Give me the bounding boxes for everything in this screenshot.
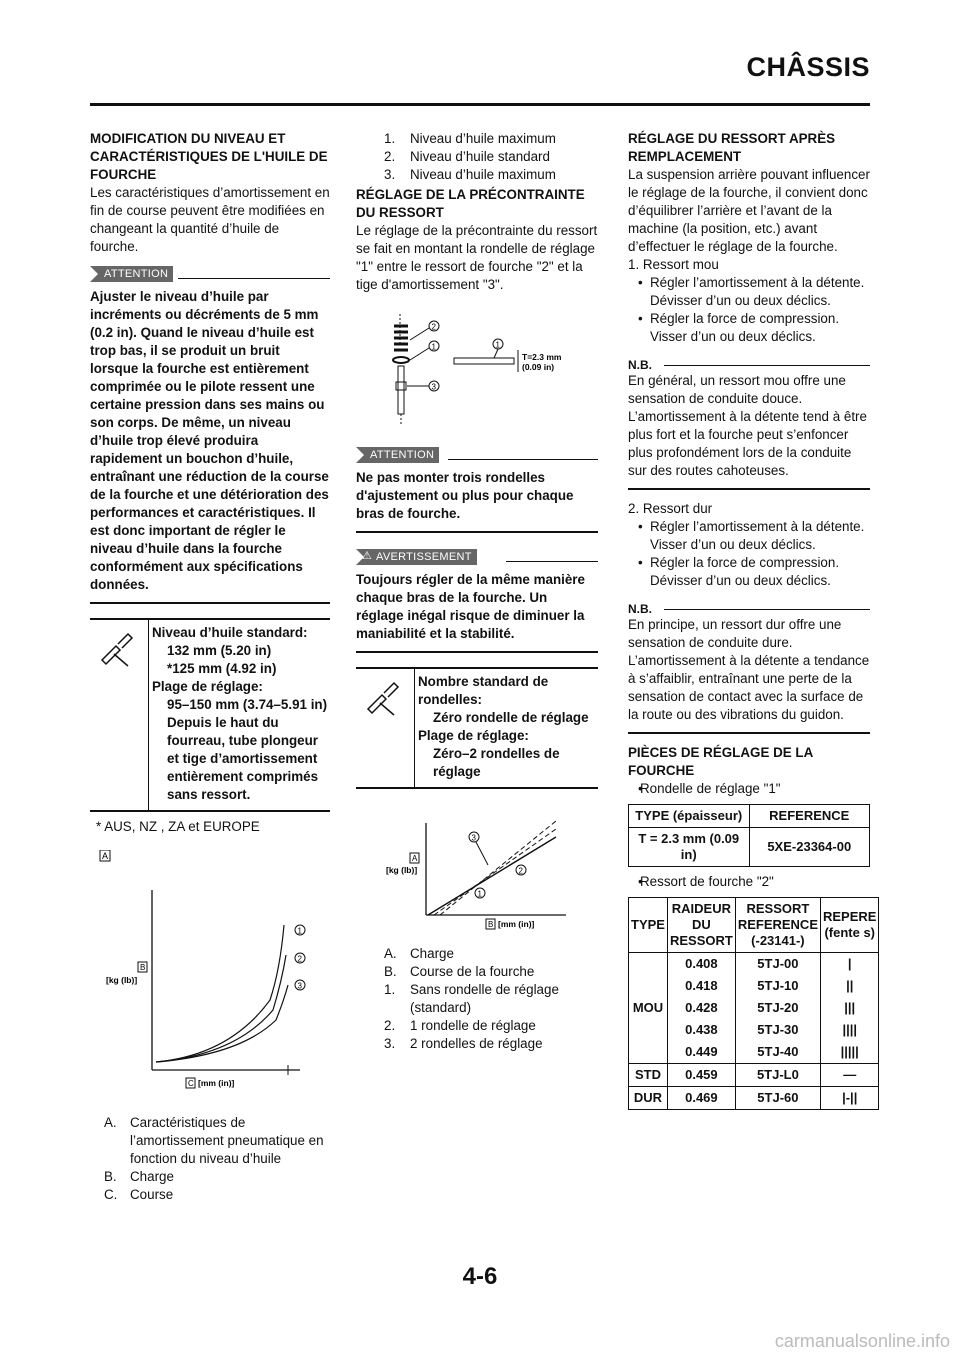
spec-box-washers <box>356 667 598 789</box>
watermark: carmanualsonline.info <box>774 1331 950 1351</box>
fig-callout-3: 3 <box>297 981 302 991</box>
table-cell: 0.438 <box>667 1019 735 1041</box>
table-cell: 5TJ-30 <box>735 1019 820 1041</box>
attention-label: ATTENTION <box>356 447 439 463</box>
hard-bullet: • Régler l’amortissement à la détente. <box>628 518 870 536</box>
fig-thickness-in: (0.09 in) <box>522 362 555 372</box>
warning-icon: ⚠ <box>362 550 373 562</box>
level-list <box>356 130 598 184</box>
attention-end-rule <box>90 602 330 604</box>
washer-figure <box>356 304 596 429</box>
table-cell: |-|| <box>820 1087 878 1110</box>
page-number: 4-6 <box>462 1263 498 1290</box>
legend-item: C. Course <box>104 1187 174 1202</box>
legend-item: 1. Sans rondelle de réglage (standard) <box>384 982 559 1015</box>
attention-line <box>178 278 330 279</box>
warning-label-text: AVERTISSEMENT <box>376 551 472 563</box>
attention-header <box>90 264 330 282</box>
note-label: N.B. <box>628 602 652 616</box>
note-label: N.B. <box>628 358 652 372</box>
table-row <box>629 1087 879 1110</box>
spec-text-washers <box>415 669 598 787</box>
list-item: 3. Niveau d’huile maximum <box>384 167 556 182</box>
fig-callout-1: 1 <box>297 926 302 936</box>
note-text: En principe, un ressort dur offre une sensation de conduite dure. L’amortissement à la détente a tendance à s’affaiblir, entraînant une perte de la sensation de contact avec la surface de la route ou des vibrations du guidon. <box>628 617 870 722</box>
legend-item: B. Course de la fourche <box>384 964 535 979</box>
table-cell: 0.408 <box>667 953 735 976</box>
spec-line: 132 mm (5.20 in) <box>167 643 272 658</box>
spec-line: Depuis le haut du fourreau, tube plongeur et tige d’amortissement entièrement comprimés sans ressort. <box>167 715 319 802</box>
attention-text: Ne pas monter trois rondelles d'ajustement ou plus pour chaque bras de fourche. <box>356 470 574 521</box>
note-end-rule <box>628 488 870 490</box>
table-header: TYPE <box>629 898 668 953</box>
legend-item: A. Caractéristiques de l’amortissement pneumatique en fonction du niveau d’huile <box>104 1115 324 1166</box>
note-text: En général, un ressort mou offre une sensation de conduite douce. L’amortissement à la détente tend à être plus fort et la fourche peut s’enfoncer plus profondément lors de la conduite sur des routes cahoteuses. <box>628 373 867 478</box>
soft-bullet: • Régler l’amortissement à la détente. <box>628 274 870 292</box>
hard-title: 2. Ressort dur <box>628 501 713 516</box>
page-header <box>90 0 870 110</box>
table-row <box>629 805 870 828</box>
spring-table <box>628 897 879 1110</box>
table-cell: DUR <box>629 1087 668 1110</box>
fig-axis-y: [kg (lb)] <box>106 975 138 985</box>
table-cell: | <box>820 953 878 976</box>
table-header: REFERENCE <box>749 805 870 828</box>
table-row <box>629 953 879 976</box>
washer-bullet: • Rondelle de réglage "1" <box>628 780 870 798</box>
table-row <box>629 1064 879 1087</box>
warning-header <box>356 547 598 565</box>
spec-line: Nombre standard de rondelles: <box>418 674 549 707</box>
fig-callout-3: 3 <box>431 382 436 392</box>
table-cell: 5TJ-10 <box>735 975 820 997</box>
table-cell: 0.428 <box>667 997 735 1019</box>
table-cell: 0.469 <box>667 1087 735 1110</box>
legend-preload <box>356 945 598 1053</box>
fig-callout-3: 3 <box>471 833 476 843</box>
attention-header <box>356 445 598 463</box>
warning-text: Toujours régler de la même manière chaque bras de la fourche. Un réglage inégal risque de diminuer la maniabilité et la stabilité. <box>356 572 585 641</box>
fig-callout-1b: 1 <box>495 340 500 350</box>
note-header <box>628 356 870 372</box>
warning-end-rule <box>356 651 598 653</box>
washer-table <box>628 804 870 867</box>
table-cell: 5XE-23364-00 <box>749 828 870 867</box>
table-cell: ||| <box>820 997 878 1019</box>
table-cell: STD <box>629 1064 668 1087</box>
fig-label-a: A <box>102 851 109 861</box>
table-header: RESSORT REFERENCE (-23141-) <box>735 898 820 953</box>
soft-bullet: • Régler la force de compression. <box>628 310 870 328</box>
fig-axis-x: [mm (in)] <box>198 1078 235 1088</box>
spec-line: Zéro–2 rondelles de réglage <box>433 746 560 779</box>
note-line <box>664 365 870 366</box>
table-cell: 0.418 <box>667 975 735 997</box>
section-heading-spring: RÉGLAGE DU RESSORT APRÈS REMPLACEMENT <box>628 131 836 164</box>
table-cell: 5TJ-60 <box>735 1087 820 1110</box>
list-item: 2. Niveau d’huile standard <box>384 149 550 164</box>
section-heading-preload: RÉGLAGE DE LA PRÉCONTRAINTE DU RESSORT <box>356 187 585 220</box>
attention-line <box>448 459 598 460</box>
note-header <box>628 600 870 616</box>
fig-label-c: C <box>188 1079 194 1088</box>
column-middle <box>356 130 598 1053</box>
preload-chart <box>356 815 596 935</box>
warning-label <box>356 549 477 565</box>
soft-bullet-sub: Visser d’un ou deux déclics. <box>650 329 816 344</box>
table-cell: T = 2.3 mm (0.09 in) <box>629 828 750 867</box>
fig-label-b: B <box>140 963 146 972</box>
soft-title: 1. Ressort mou <box>628 257 719 272</box>
fig-callout-1: 1 <box>477 889 482 899</box>
table-cell: ||||| <box>820 1041 878 1064</box>
page-title: CHÂSSIS <box>746 52 870 82</box>
table-cell: 5TJ-L0 <box>735 1064 820 1087</box>
section-heading-parts: PIÈCES DE RÉGLAGE DE LA FOURCHE <box>628 745 813 778</box>
note-line <box>664 609 870 610</box>
column-right <box>628 130 877 1110</box>
legend-item: 3. 2 rondelles de réglage <box>384 1036 543 1051</box>
spec-line: Niveau d’huile standard: <box>152 625 308 640</box>
footnote: * AUS, NZ , ZA et EUROPE <box>96 819 260 834</box>
fig-thickness: T=2.3 mm <box>522 352 562 362</box>
legend-item: A. Charge <box>384 946 454 961</box>
note-end-rule <box>628 732 870 734</box>
section-intro-oil-level: Les caractéristiques d’amortissement en fin de course peuvent être modifiées en changeant la quantité d’huile de fourche. <box>90 185 330 254</box>
fig-label-a: A <box>412 854 418 863</box>
spec-line: 95–150 mm (3.74–5.91 in) <box>167 697 328 712</box>
attention-end-rule <box>356 531 598 533</box>
spec-text-oil <box>149 620 330 810</box>
spec-line: Plage de réglage: <box>152 679 263 694</box>
table-row <box>629 898 879 953</box>
fig-callout-2: 2 <box>431 322 436 332</box>
table-row <box>629 828 870 867</box>
table-header: TYPE (épaisseur) <box>629 805 750 828</box>
spec-line: Zéro rondelle de réglage <box>433 710 589 725</box>
fig-label-b: B <box>488 920 494 929</box>
soft-bullet-sub: Dévisser d’un ou deux déclics. <box>650 293 831 308</box>
fig-axis-y: [kg (lb)] <box>386 865 418 875</box>
table-cell: MOU <box>629 953 668 1064</box>
list-item: 1. Niveau d’huile maximum <box>384 131 556 146</box>
table-cell: 5TJ-20 <box>735 997 820 1019</box>
table-cell: || <box>820 975 878 997</box>
header-rule <box>90 103 870 106</box>
table-cell: 5TJ-40 <box>735 1041 820 1064</box>
spec-line: *125 mm (4.92 in) <box>167 661 277 676</box>
section-heading-oil-level: MODIFICATION DU NIVEAU ET CARACTÉRISTIQUES DE L'HUILE DE FOURCHE <box>90 131 328 182</box>
legend-item: 2. 1 rondelle de réglage <box>384 1018 536 1033</box>
section-intro-spring: La suspension arrière pouvant influencer le réglage de la fourche, il convient donc d’équilibrer l’arrière et l’avant de la machine (la position, etc.) avant d’effectuer le réglage de la fourche. <box>628 167 870 254</box>
wrench-icon <box>90 620 149 810</box>
attention-label: ATTENTION <box>90 266 173 282</box>
table-header: REPERE (fente s) <box>820 898 878 953</box>
table-cell: — <box>820 1064 878 1087</box>
table-header: RAIDEUR DU RESSORT <box>667 898 735 953</box>
hard-bullet-sub: Visser d’un ou deux déclics. <box>650 537 816 552</box>
table-cell: |||| <box>820 1019 878 1041</box>
fig-axis-x: [mm (in)] <box>498 919 535 929</box>
table-cell: 0.459 <box>667 1064 735 1087</box>
legend-item: B. Charge <box>104 1169 174 1184</box>
section-intro-preload: Le réglage de la précontrainte du ressort se fait en montant la rondelle de réglage "1" entre le ressort de fourche "2" et la tige d'amortissement "3". <box>356 223 598 292</box>
attention-text: Ajuster le niveau d’huile par incréments ou décréments de 5 mm (0.2 in). Quand le niveau d’huile est trop bas, il se produit un bruit lorsque la fourche est entièrement comprimée ou le pilote ressent une certaine pression dans ses mains ou son corps. De même, un niveau d’huile trop élevé produira rapidement un bouchon d’huile, entraînant une réduction de la course de la fourche et une détérioration des performances et caractéristiques. Il est donc important de régler le niveau d’huile dans la fourche conformément aux spécifications données. <box>90 289 329 592</box>
column-left <box>90 130 330 1204</box>
spec-box-oil <box>90 618 330 812</box>
hard-bullet: • Régler la force de compression. <box>628 554 870 572</box>
oil-level-chart <box>90 850 330 1100</box>
legend-oil <box>90 1114 330 1204</box>
spec-line: Plage de réglage: <box>418 728 529 743</box>
table-cell: 5TJ-00 <box>735 953 820 976</box>
warning-line <box>506 561 598 562</box>
spring-bullet: • Ressort de fourche "2" <box>628 873 870 891</box>
table-cell: 0.449 <box>667 1041 735 1064</box>
wrench-icon <box>356 669 415 787</box>
hard-bullet-sub: Dévisser d’un ou deux déclics. <box>650 573 831 588</box>
fig-callout-2: 2 <box>297 954 302 964</box>
fig-callout-2: 2 <box>518 866 523 876</box>
fig-callout-1: 1 <box>431 342 436 352</box>
